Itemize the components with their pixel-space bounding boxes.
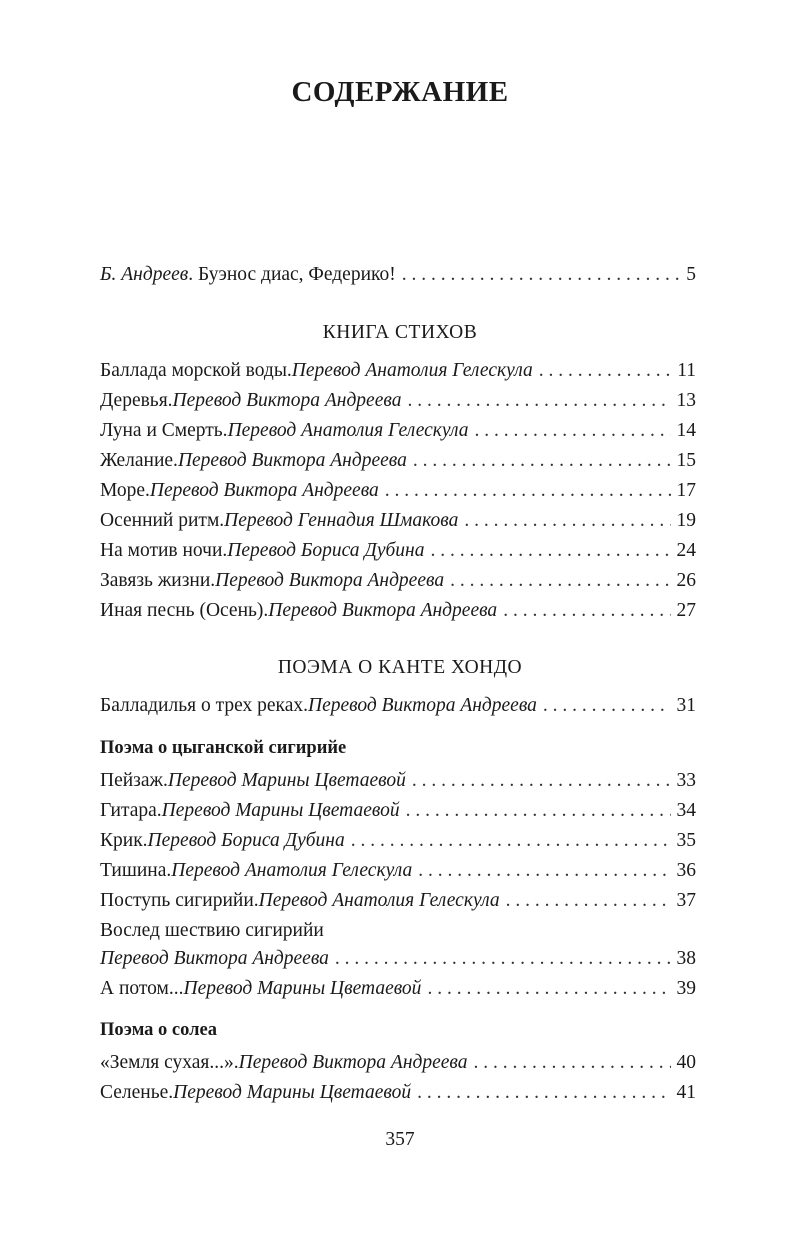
entry-page: 37 bbox=[676, 890, 696, 911]
toc-entry[interactable] bbox=[100, 691, 696, 721]
entry-page: 15 bbox=[676, 450, 696, 471]
toc-entry[interactable] bbox=[100, 1048, 696, 1078]
entry-title: Пейзаж. bbox=[100, 770, 168, 791]
dot-leader bbox=[413, 446, 671, 476]
entry-page: 27 bbox=[676, 600, 696, 621]
toc-entry[interactable] bbox=[100, 356, 696, 386]
entry-translator: Перевод Бориса Дубина bbox=[147, 830, 345, 851]
dot-leader bbox=[539, 356, 671, 386]
entry-title: Море. bbox=[100, 480, 150, 501]
entry-title: «Земля сухая...». bbox=[100, 1052, 239, 1073]
dot-leader bbox=[412, 766, 671, 796]
toc-entry[interactable] bbox=[100, 386, 696, 416]
dot-leader bbox=[427, 974, 670, 1004]
subsection-heading-solea: Поэма о солеа bbox=[100, 1020, 217, 1040]
entry-translator: Перевод Анатолия Гелескула bbox=[291, 360, 533, 381]
entry-title: На мотив ночи. bbox=[100, 540, 228, 561]
entry-translator: Перевод Марины Цветаевой bbox=[161, 800, 400, 821]
dot-leader bbox=[335, 944, 671, 974]
dot-leader bbox=[543, 691, 671, 721]
dot-leader bbox=[351, 826, 671, 856]
entry-translator: Перевод Марины Цветаевой bbox=[173, 1082, 412, 1103]
entry-title: Крик. bbox=[100, 830, 148, 851]
entry-page: 34 bbox=[676, 800, 696, 821]
entry-translator: Перевод Виктора Андреева bbox=[268, 600, 498, 621]
dot-leader bbox=[430, 536, 670, 566]
entry-translator: Перевод Виктора Андреева bbox=[215, 570, 445, 591]
entry-title: Завязь жизни. bbox=[100, 570, 216, 591]
entry-translator: Перевод Виктора Андреева bbox=[172, 390, 402, 411]
entry-title: Поступь сигирийи. bbox=[100, 890, 259, 911]
toc-entry[interactable] bbox=[100, 1078, 696, 1108]
entry-title: Гитара. bbox=[100, 800, 162, 821]
dot-leader bbox=[450, 566, 670, 596]
toc-entry[interactable] bbox=[100, 856, 696, 886]
entry-page: 35 bbox=[676, 830, 696, 851]
toc-entry[interactable] bbox=[100, 766, 696, 796]
section-heading-poema-o-kante-hondo: ПОЭМА О КАНТЕ ХОНДО bbox=[277, 657, 523, 678]
entry-title: Баллада морской воды. bbox=[100, 360, 292, 381]
entry-page: 31 bbox=[676, 695, 696, 716]
entry-author: Б. Андреев bbox=[100, 264, 189, 285]
toc-entry[interactable] bbox=[100, 566, 696, 596]
entry-title: Балладилья о трех реках. bbox=[100, 695, 308, 716]
entry-page: 11 bbox=[677, 360, 696, 381]
entry-page: 36 bbox=[676, 860, 696, 881]
entry-page: 41 bbox=[676, 1082, 696, 1103]
dot-leader bbox=[402, 260, 681, 290]
entry-translator: Перевод Анатолия Гелескула bbox=[171, 860, 413, 881]
entry-page: 5 bbox=[686, 264, 696, 285]
entry-title: Тишина. bbox=[100, 860, 172, 881]
entry-translator: Перевод Виктора Андреева bbox=[149, 480, 379, 501]
section-heading-kniga-stihov: КНИГА СТИХОВ bbox=[322, 322, 478, 343]
entry-title: Деревья. bbox=[100, 390, 173, 411]
dot-leader bbox=[417, 1078, 670, 1108]
dot-leader bbox=[474, 1048, 671, 1078]
toc-entry-intro[interactable] bbox=[100, 260, 696, 290]
entry-translator: Перевод Анатолия Гелескула bbox=[258, 890, 500, 911]
entry-translator: Перевод Геннадия Шмакова bbox=[224, 510, 459, 531]
page-title: СОДЕРЖАНИЕ bbox=[291, 76, 509, 108]
entry-title: Луна и Смерть. bbox=[100, 420, 228, 441]
entry-page: 39 bbox=[676, 978, 696, 999]
toc-entry[interactable] bbox=[100, 446, 696, 476]
entry-page: 19 bbox=[676, 510, 696, 531]
dot-leader bbox=[475, 416, 671, 446]
toc-entry[interactable] bbox=[100, 944, 696, 974]
entry-title: Желание. bbox=[100, 450, 178, 471]
entry-page: 13 bbox=[676, 390, 696, 411]
toc-entry[interactable] bbox=[100, 536, 696, 566]
page-number: 357 bbox=[385, 1129, 415, 1150]
entry-translator: Перевод Виктора Андреева bbox=[100, 948, 329, 969]
entry-title-line[interactable]: Вослед шествию сигирийи bbox=[100, 920, 324, 941]
dot-leader bbox=[407, 386, 670, 416]
dot-leader bbox=[464, 506, 670, 536]
toc-entry[interactable] bbox=[100, 596, 696, 626]
toc-entry[interactable] bbox=[100, 886, 696, 916]
entry-title: Селенье. bbox=[100, 1082, 174, 1103]
entry-translator: Перевод Анатолия Гелескула bbox=[227, 420, 469, 441]
entry-translator: Перевод Бориса Дубина bbox=[227, 540, 425, 561]
entry-page: 38 bbox=[676, 948, 696, 969]
entry-title: Осенний ритм. bbox=[100, 510, 225, 531]
entry-translator: Перевод Марины Цветаевой bbox=[183, 978, 422, 999]
dot-leader bbox=[506, 886, 671, 916]
toc-entry[interactable] bbox=[100, 416, 696, 446]
entry-page: 14 bbox=[676, 420, 696, 441]
dot-leader bbox=[385, 476, 671, 506]
entry-translator: Перевод Виктора Андреева bbox=[177, 450, 407, 471]
entry-page: 26 bbox=[676, 570, 696, 591]
entry-translator: Перевод Виктора Андреева bbox=[238, 1052, 468, 1073]
entry-title: . Буэнос диас, Федерико! bbox=[188, 264, 396, 285]
dot-leader bbox=[503, 596, 670, 626]
entry-translator: Перевод Марины Цветаевой bbox=[167, 770, 406, 791]
dot-leader bbox=[406, 796, 671, 826]
entry-translator: Перевод Виктора Андреева bbox=[308, 695, 537, 716]
toc-entry[interactable] bbox=[100, 476, 696, 506]
entry-page: 40 bbox=[676, 1052, 696, 1073]
toc-entry[interactable] bbox=[100, 796, 696, 826]
entry-page: 17 bbox=[676, 480, 696, 501]
toc-entry[interactable] bbox=[100, 974, 696, 1004]
toc-entry[interactable] bbox=[100, 826, 696, 856]
toc-entry[interactable] bbox=[100, 506, 696, 536]
entry-title: А потом... bbox=[100, 978, 184, 999]
subsection-heading-sigiriya: Поэма о цыганской сигирийе bbox=[100, 738, 347, 758]
entry-title: Иная песнь (Осень). bbox=[100, 600, 269, 621]
entry-page: 33 bbox=[676, 770, 696, 791]
dot-leader bbox=[418, 856, 670, 886]
entry-page: 24 bbox=[676, 540, 696, 561]
